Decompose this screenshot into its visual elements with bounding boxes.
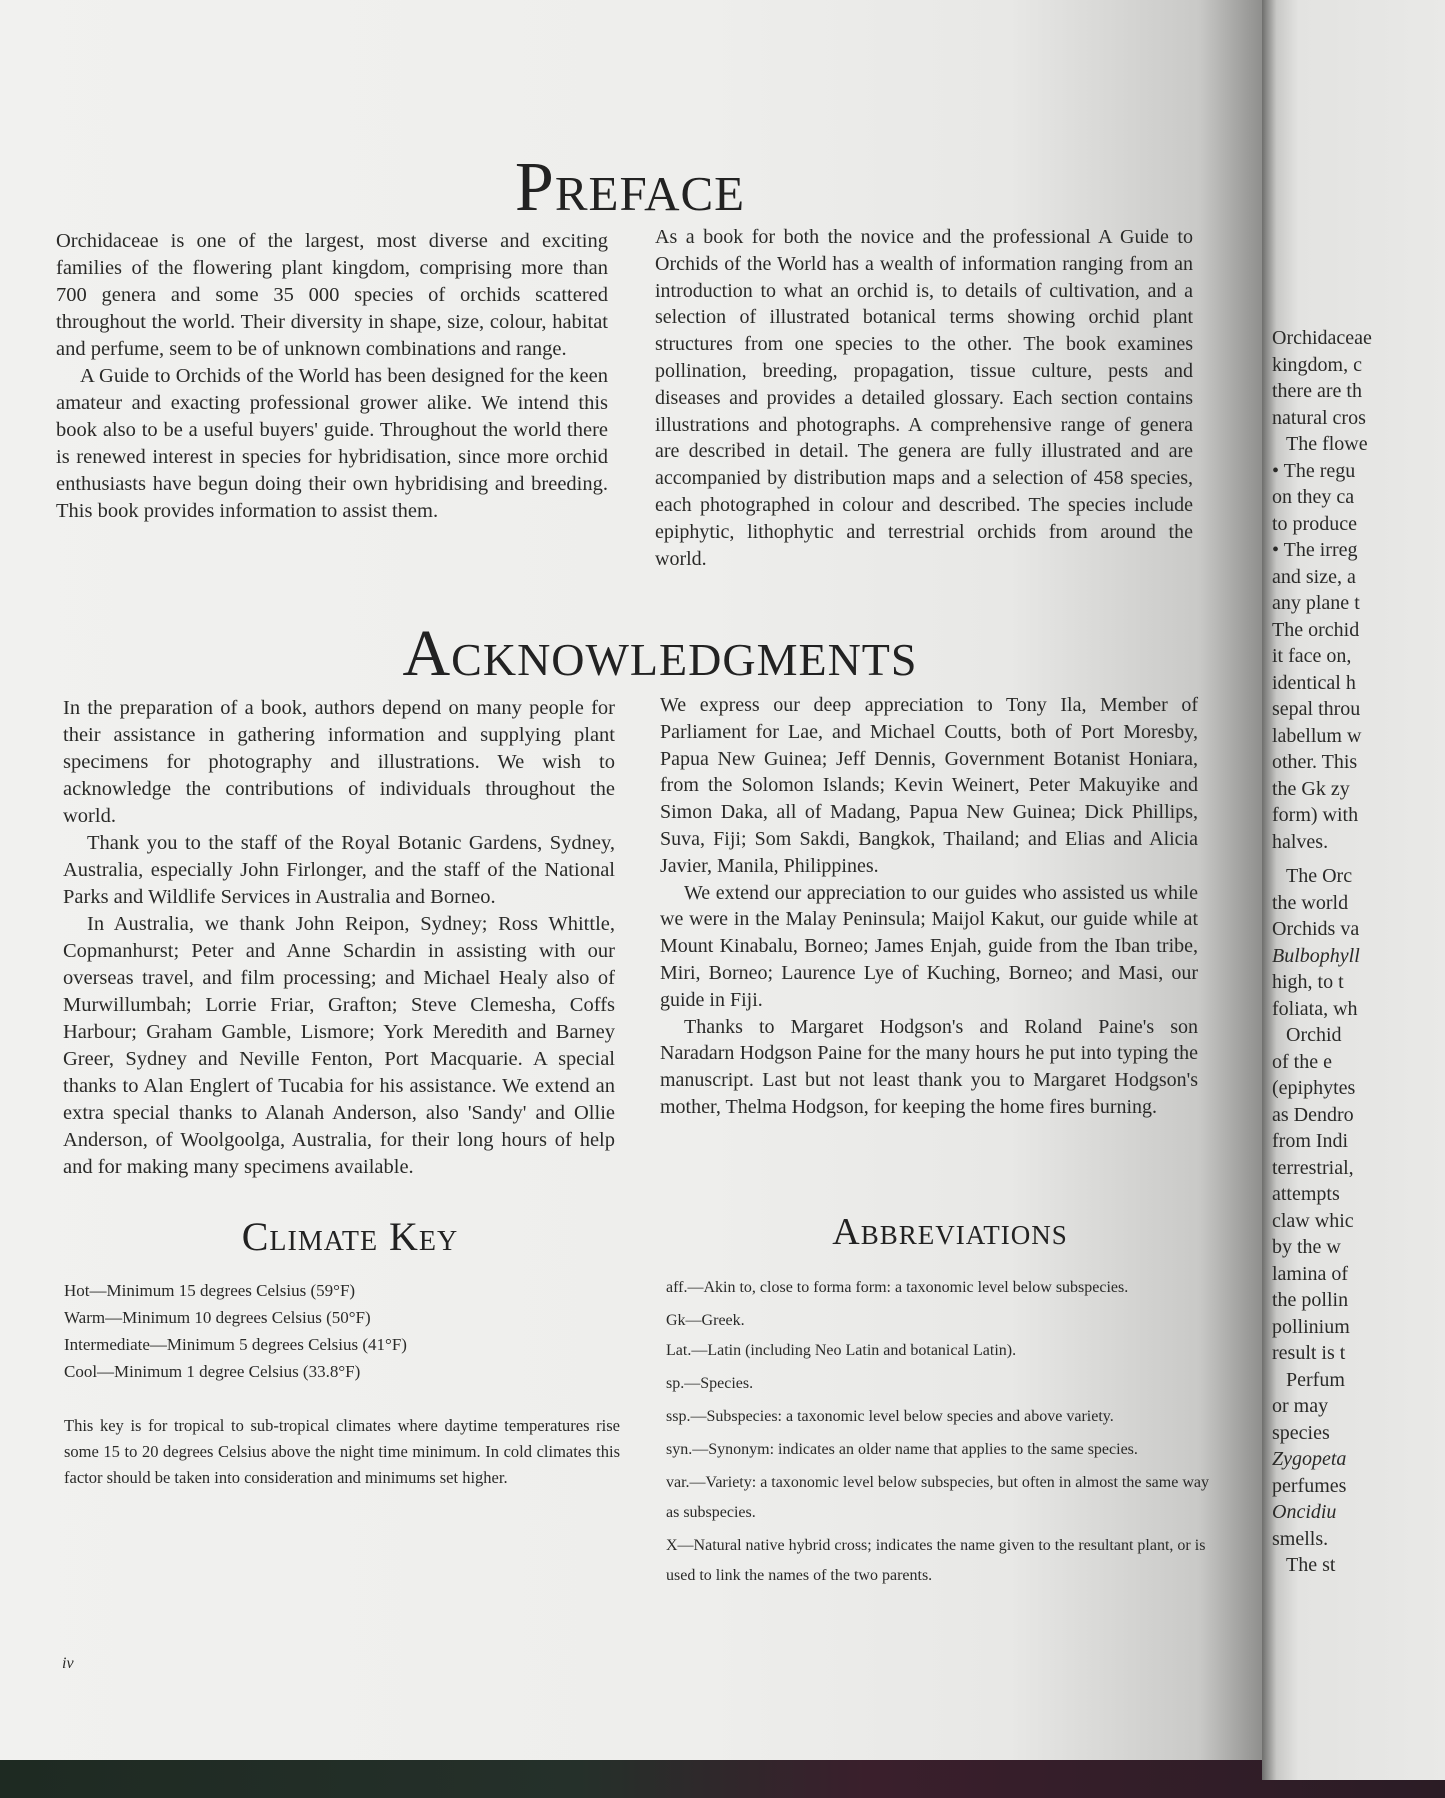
abbreviation-item: Lat.—Latin (including Neo Latin and botanical Latin). [666, 1342, 1017, 1359]
acknowledgments-paragraph: Thank you to the staff of the Royal Botanic Gardens, Sydney, Australia, especially John Firlonger, and the staff of the National Parks and Wildlife Services in Australia and Borneo. [63, 832, 615, 908]
facing-line: (epiphytes [1272, 1077, 1356, 1099]
facing-line: Perfum [1286, 1368, 1345, 1391]
facing-line: species [1272, 1421, 1330, 1444]
facing-line: as Dendro [1272, 1103, 1354, 1126]
facing-line: Bulbophyll [1272, 944, 1360, 967]
acknowledgments-paragraph: We extend our appreciation to our guides who assisted us while we were in the Malay Peninsula; Maijol Kakut, our guide while at Mount Kinabalu, Borneo; James Enjah, guide from the Iban tribe, Miri, Borneo; Laurence Lye of Kuching, Borneo; and Masi, our guide in Fiji. [660, 881, 1198, 1011]
facing-line: The st [1286, 1554, 1336, 1576]
facing-line: Oncidiu [1272, 1501, 1337, 1523]
preface-heading: Preface [514, 149, 746, 226]
facing-line: high, to t [1272, 971, 1344, 993]
preface-paragraph: As a book for both the novice and the professional A Guide to Orchids of the World has a wealth of information ranging from an introduction to what an orchid is, to details of cultivation, and a selection of illustrated botanical terms showing orchid plant structures from one species to the other. The book examines pollination, breeding, propagation, tissue culture, pests and diseases and provides a detailed glossary. Each section contains illustrations and photographs. A comprehensive range of genera are described in detail. The genera are fully illustrated and are accompanied by distribution maps and a selection of 458 species, each photographed in colour and described. The species include epiphytic, lithophytic and terrestrial orchids from around the world. [655, 226, 1193, 570]
facing-line: labellum w [1272, 724, 1362, 747]
facing-line: sepal throu [1272, 698, 1361, 720]
facing-line: other. This [1272, 751, 1358, 773]
facing-line: natural cros [1272, 406, 1366, 429]
facing-line: attempts [1272, 1183, 1340, 1205]
facing-line: The flowe [1286, 433, 1368, 455]
abbreviation-item: X—Natural native hybrid cross; indicates the name given to the resultant plant, or is used to link the names of the two parents. [666, 1537, 1206, 1584]
facing-line: terrestrial, [1272, 1156, 1354, 1179]
climate-key-item: Cool—Minimum 1 degree Celsius (33.8°F) [64, 1362, 361, 1381]
facing-line: the Gk zy [1272, 777, 1350, 800]
preface-paragraph: Orchidaceae is one of the largest, most diverse and exciting families of the flowering plant kingdom, comprising more than 700 genera and some 35 000 species of orchids scattered throughout the world. Their diversity in shape, size, colour, habitat and perfume, seem to be of unknown combinations and range. [56, 230, 608, 360]
facing-line: The Orc [1286, 865, 1353, 887]
facing-line: Orchidaceae [1272, 327, 1372, 349]
acknowledgments-paragraph: In Australia, we thank John Reipon, Sydney; Ross Whittle, Copmanhurst; Peter and Anne Schardin in assisting with our overseas travel, and film processing; and Michael Healy also of Murwillumbah; Lorrie Friar, Grafton; Steve Clemesha, Coffs Harbour; Graham Gamble, Lismore; York Meredith and Barney Greer, Sydney and Neville Fenton, Port Macquarie. A special thanks to Alan Englert of Tucabia for his assistance. We extend an extra special thanks to Alanah Anderson, also 'Sandy' and Ollie Anderson, of Woolgoolga, Australia, for their long hours of help and for making many specimens available. [63, 913, 615, 1178]
climate-key-note: This key is for tropical to sub-tropical climates where daytime temperatures rise some 15 to 20 degrees Celsius above the night time minimum. In cold climates this factor should be taken into consideration and minimums set higher. [64, 1416, 620, 1487]
facing-line: it face on, [1272, 645, 1352, 667]
facing-line: Zygopeta [1272, 1448, 1347, 1470]
facing-line: pollinium [1272, 1315, 1350, 1338]
facing-line: to produce [1272, 512, 1357, 535]
climate-key-item: Intermediate—Minimum 5 degrees Celsius (41°F) [64, 1335, 407, 1354]
facing-line: the world [1272, 891, 1349, 914]
facing-line: on they ca [1272, 486, 1355, 508]
preface-column-right [655, 224, 1193, 572]
facing-line: Orchid [1286, 1024, 1342, 1046]
facing-line: and size, a [1272, 565, 1356, 588]
abbreviation-item: var.—Variety: a taxonomic level below subspecies, but often in almost the same way as subspecies. [666, 1474, 1209, 1521]
facing-line: halves. [1272, 830, 1329, 853]
climate-key-heading: Climate Key [241, 1214, 459, 1259]
preface-column-left [56, 228, 608, 525]
abbreviation-item: syn.—Synonym: indicates an older name that applies to the same species. [666, 1441, 1138, 1458]
acknowledgments-paragraph: In the preparation of a book, authors depend on many people for their assistance in gathering information and supplying plant specimens for photography and illustrations. We wish to acknowledge the contributions of individuals throughout the world. [63, 697, 615, 827]
abbreviation-item: sp.—Species. [666, 1375, 754, 1392]
climate-key-item: Warm—Minimum 10 degrees Celsius (50°F) [64, 1308, 371, 1327]
climate-key-list [64, 1277, 624, 1385]
facing-page [1262, 0, 1445, 1780]
facing-line: the pollin [1272, 1289, 1349, 1311]
abbreviation-item: ssp.—Subspecies: a taxonomic level below species and above variety. [666, 1408, 1114, 1425]
facing-line: • The irreg [1272, 539, 1358, 561]
preface-paragraph: A Guide to Orchids of the World has been designed for the keen amateur and exacting professional grower alike. We intend this book also to be a useful buyers' guide. Throughout the world there is renewed interest in species for hybridisation, since more orchid enthusiasts have begun doing their own hybridising and breeding. This book provides information to assist them. [56, 365, 608, 522]
facing-line: or may [1272, 1395, 1329, 1417]
acknowledgments-paragraph: Thanks to Margaret Hodgson's and Roland Paine's son Naradarn Hodgson Paine for the many hours he put into typing the manuscript. Last but not least thank you to Margaret Hodgson's mother, Thelma Hodgson, for keeping the home fires burning. [660, 1015, 1198, 1118]
facing-line: identical h [1272, 671, 1356, 694]
acknowledgments-column-left [63, 695, 615, 1181]
facing-line: there are th [1272, 380, 1362, 402]
facing-line: foliata, wh [1272, 997, 1358, 1020]
facing-line: lamina of [1272, 1262, 1349, 1285]
facing-line: of the e [1272, 1050, 1332, 1073]
facing-line: perfumes [1272, 1474, 1347, 1497]
facing-line: • The regu [1272, 459, 1356, 482]
facing-line: result is t [1272, 1342, 1346, 1364]
facing-line: claw whic [1272, 1209, 1354, 1232]
acknowledgments-column-right [660, 692, 1198, 1121]
abbreviations-list [666, 1273, 1226, 1594]
facing-line: form) with [1272, 804, 1359, 826]
abbreviation-item: Gk—Greek. [666, 1312, 745, 1329]
facing-line: The orchid [1272, 618, 1360, 641]
facing-line: kingdom, c [1272, 353, 1362, 376]
facing-line: by the w [1272, 1236, 1341, 1258]
facing-line: Orchids va [1272, 918, 1360, 940]
facing-line: smells. [1272, 1527, 1329, 1550]
abbreviations-heading: Abbreviations [832, 1211, 1068, 1253]
facing-page-text-b [1272, 863, 1442, 1579]
climate-key-item: Hot—Minimum 15 degrees Celsius (59°F) [64, 1281, 356, 1300]
facing-page-text-a [1272, 325, 1442, 855]
abbreviation-item: aff.—Akin to, close to forma form: a taxonomic level below subspecies. [666, 1279, 1129, 1296]
acknowledgments-paragraph: We express our deep appreciation to Tony Ila, Member of Parliament for Lae, and Michael Coutts, both of Port Moresby, Papua New Guinea; Jeff Dennis, Government Botanist Honiara, from the Solomon Islands; Kevin Weinert, Peter Makuyike and Simon Daka, all of Madang, Papua New Guinea; Dick Phillips, Suva, Fiji; Som Sakdi, Bangkok, Thailand; and Elias and Alicia Javier, Manila, Philippines. [660, 694, 1198, 877]
acknowledgments-heading: Acknowledgments [402, 617, 918, 690]
facing-line: from Indi [1272, 1130, 1349, 1152]
page-number: iv [62, 1655, 74, 1672]
facing-line: any plane t [1272, 592, 1360, 614]
book-cover-edge [0, 1755, 1445, 1798]
